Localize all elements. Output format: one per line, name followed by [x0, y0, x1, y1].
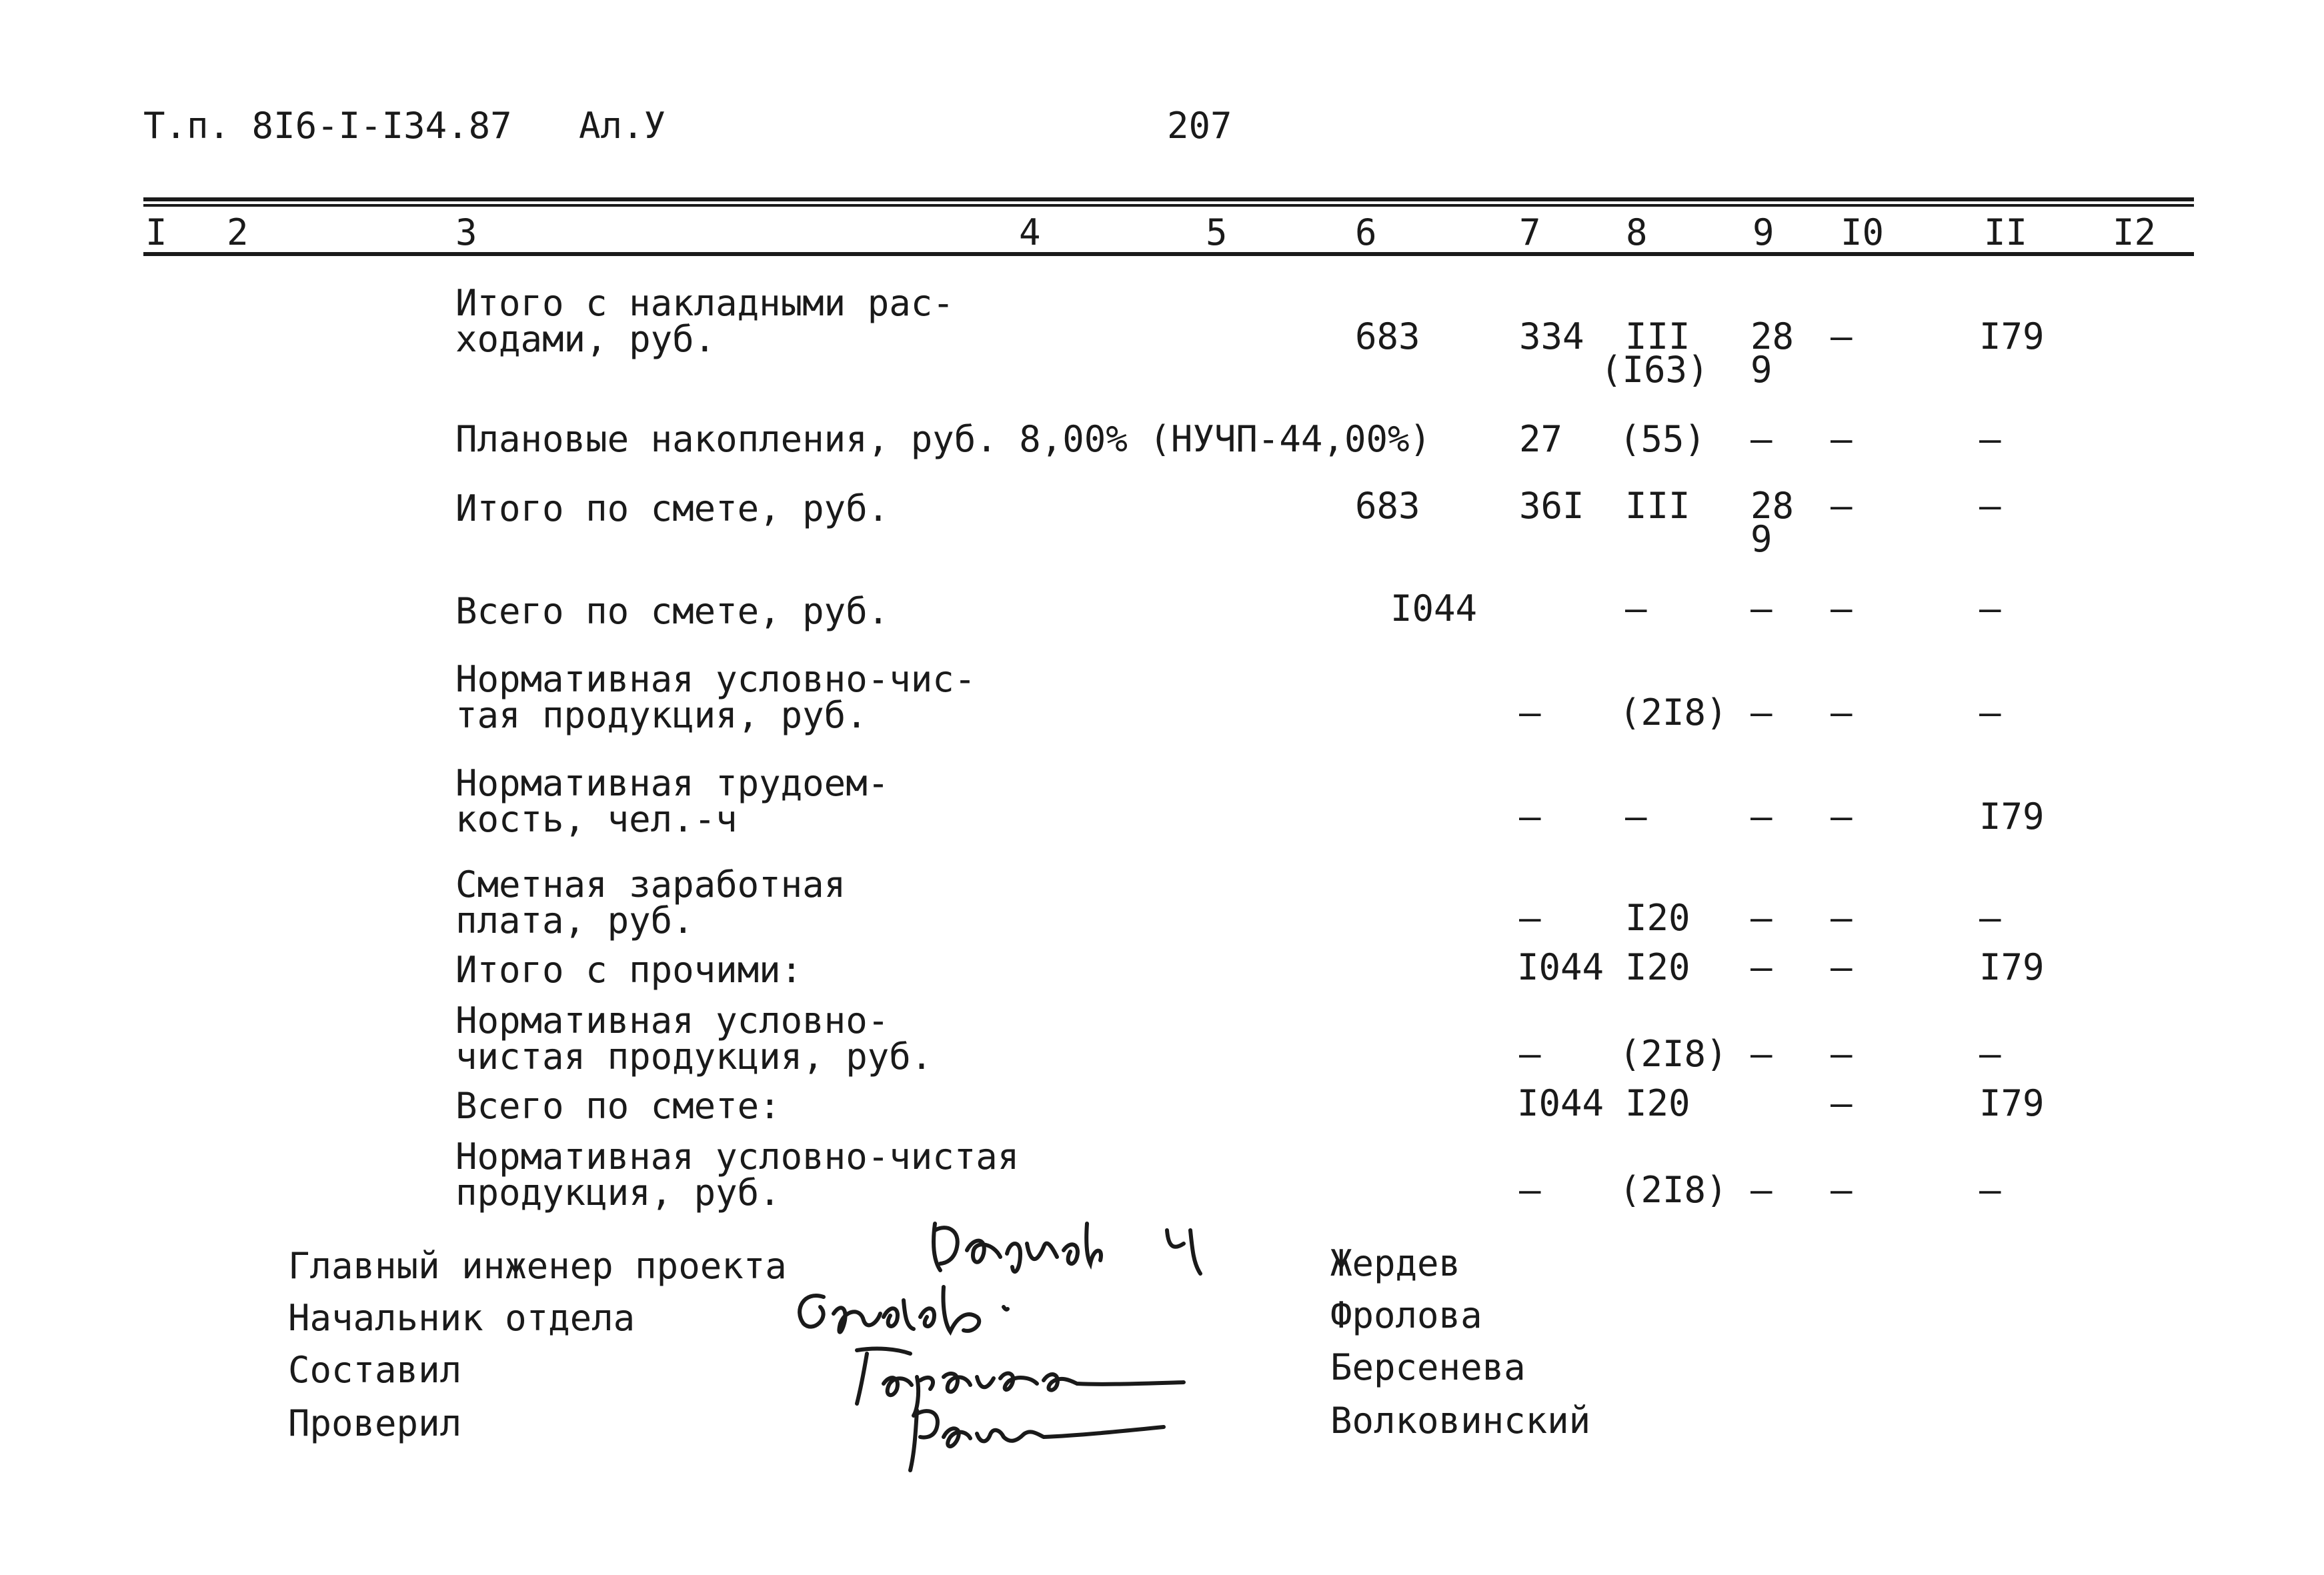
cell-col8: (2I8) — [1619, 1033, 1728, 1075]
cell-col11: – — [1979, 587, 2001, 629]
cell-col11: – — [1979, 1033, 2001, 1075]
cell-col6: 683 — [1355, 315, 1420, 357]
cell-col9: 28 — [1751, 315, 1795, 357]
cell-col11: – — [1979, 1169, 2001, 1211]
row-label: Всего по смете, руб. — [455, 590, 890, 632]
row-label: тая продукция, руб. — [455, 694, 868, 736]
row-label: Сметная заработная — [455, 864, 846, 906]
cell-col11: I79 — [1979, 946, 2045, 988]
album-label: Ал.У — [579, 105, 666, 147]
cell-col8: – — [1625, 587, 1647, 629]
cell-col9: – — [1751, 796, 1773, 838]
cell-col8-sub: (I63) — [1600, 349, 1709, 391]
cell-col7: I044 — [1517, 1082, 1604, 1124]
col-header: II — [1984, 211, 2028, 253]
col-header: 6 — [1355, 211, 1377, 253]
col-header: I — [145, 211, 167, 253]
col-header: 7 — [1519, 211, 1541, 253]
signature-name: Волковинский — [1330, 1400, 1591, 1442]
signature-role: Главный инженер проекта — [288, 1245, 787, 1287]
cell-col11: – — [1979, 485, 2001, 527]
col-header: 3 — [455, 211, 477, 253]
row-label: Всего по смете: — [455, 1085, 781, 1127]
cell-col10: – — [1831, 1033, 1853, 1075]
table-top-rule-2 — [143, 204, 2194, 207]
cell-col10: – — [1831, 946, 1853, 988]
handwritten-signature-2 — [784, 1270, 1090, 1344]
cell-col7: – — [1519, 796, 1541, 838]
cell-col7: I044 — [1517, 946, 1604, 988]
row-label: Нормативная условно-чистая — [455, 1136, 1020, 1178]
cell-col7: – — [1519, 1033, 1541, 1075]
row-label: кость, чел.-ч — [455, 798, 738, 840]
col-header: 9 — [1753, 211, 1775, 253]
col-header: 8 — [1626, 211, 1648, 253]
signature-name: Берсенева — [1330, 1346, 1526, 1388]
row-label: Итого с накладными рас- — [455, 282, 954, 324]
cell-col10: – — [1831, 1169, 1853, 1211]
cell-col9: – — [1751, 897, 1773, 939]
cell-col11: – — [1979, 418, 2001, 460]
row-label: Итого по смете, руб. — [455, 487, 890, 529]
cell-col6: 683 — [1355, 485, 1420, 527]
cell-col9-sub: 9 — [1751, 349, 1773, 391]
cell-col10: – — [1831, 315, 1853, 357]
cell-col8: (2I8) — [1619, 691, 1728, 733]
row-label: плата, руб. — [455, 900, 694, 942]
cell-col7: 36I — [1519, 485, 1584, 527]
cell-col11: – — [1979, 691, 2001, 733]
col-header: 4 — [1019, 211, 1041, 253]
row-label: Нормативная условно-чис- — [455, 658, 976, 700]
signature-role: Составил — [288, 1349, 462, 1391]
page-number: 207 — [1167, 105, 1232, 147]
cell-col7: – — [1519, 1169, 1541, 1211]
handwritten-signature-4 — [890, 1390, 1184, 1477]
cell-col8: I20 — [1625, 946, 1690, 988]
cell-col10: – — [1831, 1082, 1853, 1124]
row-label: ходами, руб. — [455, 318, 716, 360]
cell-col7: – — [1519, 691, 1541, 733]
cell-col11: I79 — [1979, 315, 2045, 357]
row-label: Плановые накопления, руб. 8,00% (НУЧП-44,00%) — [455, 418, 1431, 460]
cell-col6: I044 — [1390, 587, 1478, 629]
cell-col8: I20 — [1625, 1082, 1690, 1124]
cell-col8: (2I8) — [1619, 1169, 1728, 1211]
cell-col10: – — [1831, 587, 1853, 629]
row-label: Нормативная условно- — [455, 1000, 890, 1042]
table-top-rule — [143, 197, 2194, 201]
signature-name: Жердев — [1330, 1242, 1461, 1284]
cell-col9: – — [1751, 1033, 1773, 1075]
cell-col10: – — [1831, 897, 1853, 939]
cell-col7: – — [1519, 897, 1541, 939]
cell-col9: – — [1751, 691, 1773, 733]
cell-col9: – — [1751, 946, 1773, 988]
signature-role: Проверил — [288, 1402, 462, 1444]
cell-col10: – — [1831, 796, 1853, 838]
cell-col9: – — [1751, 418, 1773, 460]
cell-col10: – — [1831, 418, 1853, 460]
cell-col7: 334 — [1519, 315, 1584, 357]
col-header: 2 — [227, 211, 249, 253]
cell-col8: III — [1625, 315, 1690, 357]
cell-col9-sub: 9 — [1751, 518, 1773, 560]
col-header: I0 — [1841, 211, 1885, 253]
cell-col10: – — [1831, 485, 1853, 527]
cell-col9: 28 — [1751, 485, 1795, 527]
cell-col10: – — [1831, 691, 1853, 733]
col-header: 5 — [1206, 211, 1228, 253]
cell-col8: I20 — [1625, 897, 1690, 939]
row-label: продукция, руб. — [455, 1172, 781, 1214]
signature-role: Начальник отдела — [288, 1297, 636, 1339]
cell-col11: – — [1979, 897, 2001, 939]
row-label: чистая продукция, руб. — [455, 1036, 933, 1078]
row-label: Итого с прочими: — [455, 949, 803, 991]
cell-col8: III — [1625, 485, 1690, 527]
cell-col8: (55) — [1619, 418, 1706, 460]
row-label: Нормативная трудоем- — [455, 762, 890, 804]
col-header: I2 — [2113, 211, 2157, 253]
header-bottom-rule — [143, 252, 2194, 256]
cell-col7: 27 — [1519, 418, 1563, 460]
cell-col11: I79 — [1979, 1082, 2045, 1124]
doc-reference: Т.п. 8I6-I-I34.87 — [143, 105, 512, 147]
cell-col9: – — [1751, 1169, 1773, 1211]
cell-col9: – — [1751, 587, 1773, 629]
cell-col8: – — [1625, 796, 1647, 838]
cell-col11: I79 — [1979, 796, 2045, 838]
signature-name: Фролова — [1330, 1294, 1482, 1336]
